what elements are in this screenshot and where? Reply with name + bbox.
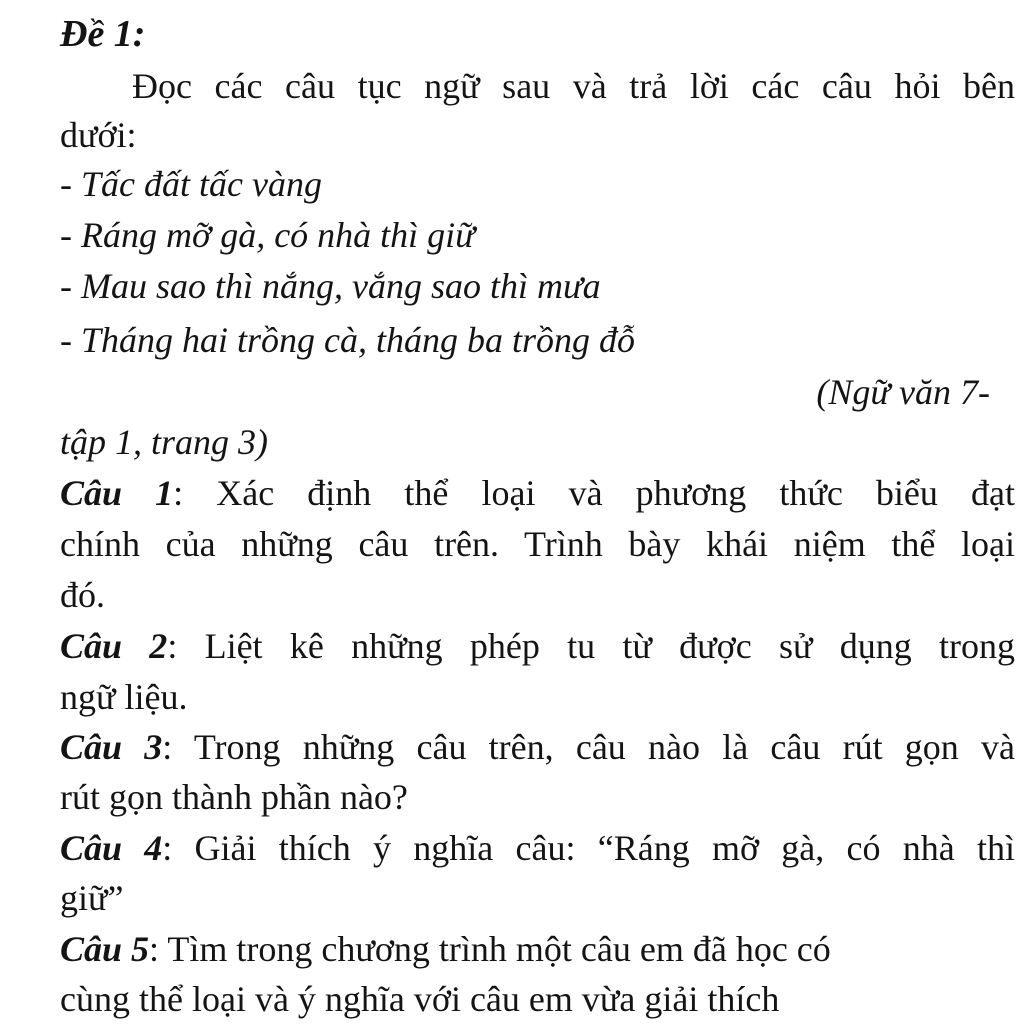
question-5: [60, 927, 831, 971]
question-3-line-2: rút gọn thành phần nào?: [60, 777, 408, 817]
proverb-1: - Tấc đất tấc vàng: [60, 164, 322, 204]
question-3-text: : Trong những câu trên, câu nào là câu rút gọn và: [162, 727, 1016, 767]
question-2-line-2: ngữ liệu.: [60, 677, 188, 717]
proverb-3: - Mau sao thì nắng, vắng sao thì mưa: [60, 266, 601, 306]
question-5-label: Câu 5: [60, 929, 150, 969]
question-4: [60, 826, 1015, 870]
question-4-label: Câu 4: [60, 828, 163, 868]
question-1-line-2: chính của những câu trên. Trình bày khái niệm thể loại: [60, 524, 1015, 564]
question-1-text: : Xác định thể loại và phương thức biểu đạt: [173, 473, 1015, 513]
question-4-text: : Giải thích ý nghĩa câu: “Ráng mỡ gà, có nhà thì: [162, 828, 1015, 868]
question-1-label: Câu 1: [60, 473, 174, 513]
question-2-label: Câu 2: [60, 626, 168, 666]
question-3: [60, 725, 1015, 769]
question-2: [60, 624, 1015, 668]
intro-line-1: Đọc các câu tục ngữ sau và trả lời các câu hỏi bên: [132, 66, 1015, 106]
question-1-line-3: đó.: [60, 575, 105, 615]
source-line-2: tập 1, trang 3): [60, 422, 269, 462]
question-2-text: : Liệt kê những phép tu từ được sử dụng trong: [167, 626, 1015, 666]
intro-line-2: dưới:: [60, 115, 137, 155]
question-5-text: : Tìm trong chương trình một câu em đã học có: [149, 929, 831, 969]
proverb-4: - Tháng hai trồng cà, tháng ba trồng đỗ: [60, 320, 636, 360]
exam-title: Đề 1:: [60, 13, 146, 55]
question-5-line-2: cùng thể loại và ý nghĩa với câu em vừa giải thích: [60, 979, 780, 1019]
question-1: [60, 471, 1015, 515]
proverb-2: - Ráng mỡ gà, có nhà thì giữ: [60, 215, 475, 255]
question-4-line-2: giữ”: [60, 878, 124, 918]
question-3-label: Câu 3: [60, 727, 163, 767]
source-line-1: (Ngữ văn 7-: [816, 372, 990, 412]
